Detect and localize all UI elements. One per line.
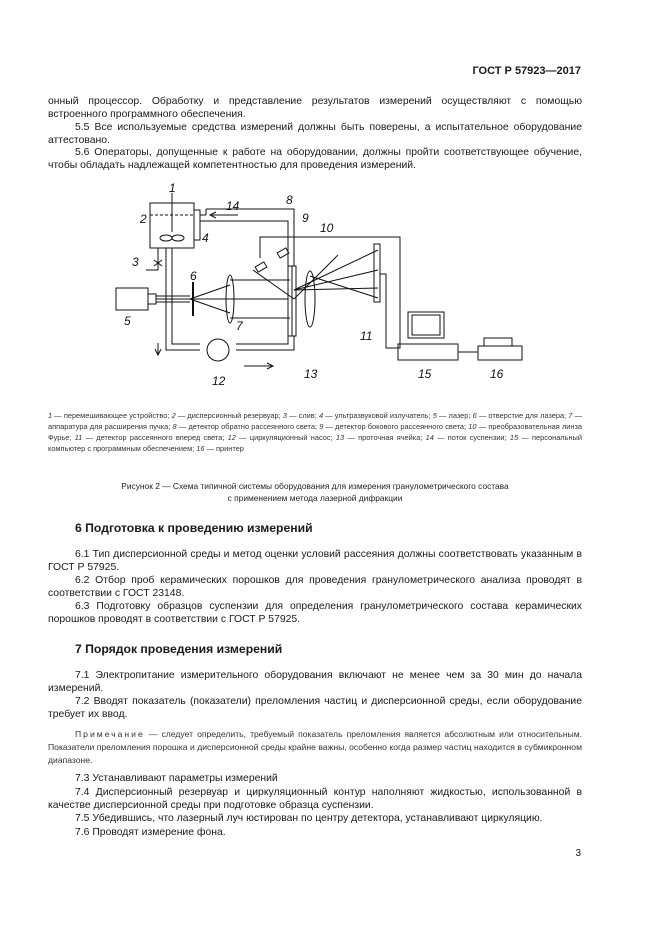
note-text: — следует определить, требуемый показатель преломления является абсолютным или относительным. Показатели преломления порошка и дисперсионной среды крайне важны, особенно когда размер частиц находится в субмикронном диапазоне. [48,729,582,765]
clause-5-6: 5.6 Операторы, допущенные к работе на оборудовании, должны пройти соответствующее обучение, чтобы обладать надлежащей компетентностью для проведения измерений. [48,147,582,171]
clause-7-1: 7.1 Электропитание измерительного оборудования включают не менее чем за 30 мин до начала измерений. [48,670,582,694]
legend-item: 9 — детектор бокового рассеянного света; [319,422,469,431]
label-2: 2 [140,212,147,226]
legend-item: 12 — циркуляционный насос; [227,433,336,442]
legend-item: 13 — проточная ячейка; [335,433,426,442]
caption-line: Рисунок 2 — Схема типичной системы оборудования для измерения гранулометрического состава [121,481,509,491]
label-7: 7 [236,319,243,333]
label-9: 9 [302,211,309,225]
label-4: 4 [202,231,209,245]
label-6: 6 [190,269,197,283]
label-3: 3 [132,255,139,269]
legend-item: 1 — перемешивающее устройство; [48,411,172,420]
label-11: 11 [360,329,373,343]
clause-7-2: 7.2 Вводят показатель (показатели) преломления частиц и дисперсионной среды, если оборудование требует их ввод. [48,696,582,720]
legend-item: 4 — ультразвуковой излучатель; [318,411,433,420]
label-10: 10 [320,221,334,235]
figure-caption [48,480,582,504]
circulation-pump [207,339,229,361]
label-12: 12 [212,374,226,388]
legend-item: 16 — принтер [196,444,244,453]
label-16: 16 [490,367,504,381]
legend-item: 5 — лазер; [432,411,473,420]
page-number: 3 [575,848,581,859]
label-15: 15 [418,367,432,381]
label-5: 5 [124,314,131,328]
laser [116,288,148,310]
clause-6-3: 6.3 Подготовку образцов суспензии для определения гранулометрического состава керамических порошков проводят в соответствии с ГОСТ Р 57925. [48,601,582,625]
clause-5-5: 5.5 Все используемые средства измерений должны быть поверены, а испытательное оборудование аттестовано. [48,122,582,146]
equipment-schematic [48,180,582,395]
legend-item: 11 — детектор рассеянного вперед света; [74,433,228,442]
clause-7-6: 7.6 Проводят измерение фона. [75,827,226,838]
printer [478,346,522,360]
legend-item: 15 — персональный компьютер с программным обеспечением; [48,433,582,453]
note-label: Примечание [75,729,145,739]
legend-item: 2 — дисперсионный резервуар; [171,411,283,420]
caption-line: с применением метода лазерной дифракции [227,493,403,503]
clause-7-4: 7.4 Дисперсионный резервуар и циркуляционный контур наполняют жидкостью, использованной в качестве дисперсионной среды при подготовке образца суспензии. [48,787,582,811]
intro-paragraph-1: онный процессор. Обработку и представление результатов измерений осуществляют с помощью встроенного программного обеспечения. [48,96,582,120]
label-1: 1 [169,181,176,195]
figure-legend [48,410,582,454]
clause-6-2: 6.2 Отбор проб керамических порошков для проведения гранулометрического анализа проводят в соответствии с ГОСТ 23148. [48,575,582,599]
legend-item: 6 — отверстие для лазера; [472,411,569,420]
legend-item: 10 — преобразовательная линза Фурье; [48,422,583,442]
legend-item: 7 — аппаратура для расширения пучка; [48,411,582,431]
section-6-title: 6 Подготовка к проведению измерений [75,521,313,535]
section-7-title: 7 Порядок проведения измерений [75,642,283,656]
legend-item: 8 — детектор обратно рассеянного света; [172,422,320,431]
clause-6-1: 6.1 Тип дисперсионной среды и метод оценки условий рассеяния должны соответствовать указанным в ГОСТ Р 57925. [48,549,582,573]
clause-7-5: 7.5 Убедившись, что лазерный луч юстирован по центру детектора, устанавливают циркуляцию. [75,813,543,824]
legend-item: 3 — слив; [282,411,319,420]
personal-computer [408,312,444,338]
legend-item: 14 — поток суспензии; [425,433,510,442]
standard-header: ГОСТ Р 57923—2017 [472,65,581,77]
clause-7-3: 7.3 Устанавливают параметры измерений [75,773,278,784]
note [48,728,582,767]
label-13: 13 [304,367,318,381]
label-8: 8 [286,193,293,207]
label-14: 14 [226,199,240,213]
